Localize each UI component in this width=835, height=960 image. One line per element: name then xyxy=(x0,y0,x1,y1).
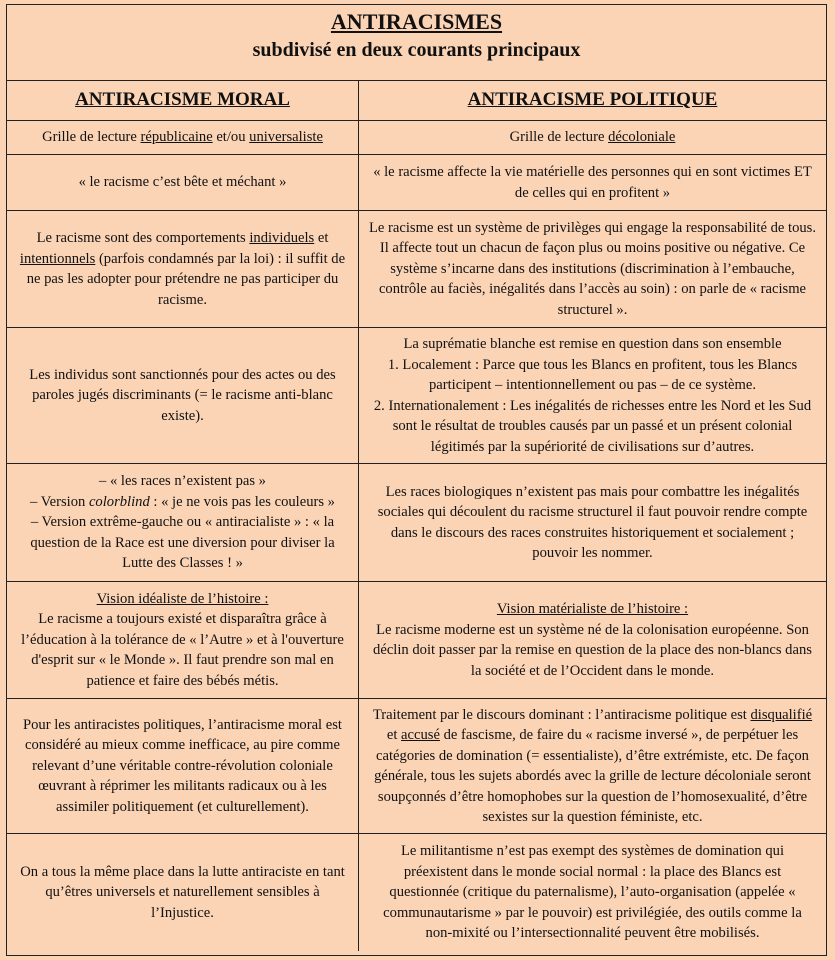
cell-moral: Grille de lecture républicaine et/ou universaliste xyxy=(7,121,359,154)
table-row xyxy=(7,328,826,464)
table-row xyxy=(7,155,826,211)
cell-moral: – « les races n’existent pas » – Version colorblind : « je ne vois pas les couleurs » – Version extrême-gauche ou « antiracialiste » : « la question de la Race est une diversion pour diviser la Lutte des Classes ! » xyxy=(7,464,359,581)
column-header-politique: ANTIRACISME POLITIQUE xyxy=(467,89,718,111)
section-heading: Vision matérialiste de l’histoire : xyxy=(496,601,689,617)
cell-moral: On a tous la même place dans la lutte antiraciste en tant qu’êtres universels et naturellement sensibles à l’Injustice. xyxy=(7,834,359,951)
cell-politique: Grille de lecture décoloniale xyxy=(509,129,676,146)
table-row xyxy=(7,699,826,834)
table-row xyxy=(7,121,826,155)
section-heading: Vision idéaliste de l’histoire : xyxy=(96,590,269,607)
cell-politique: La suprématie blanche est remise en question dans son ensemble 1. Localement : Parce que tous les Blancs en profitent, tous les Blancs participent – intentionnellement ou pas – de ce système. 2. Internationalement : Les inégalités de richesses entre les Nord et les Sud sont le résultat de troubles causés par un passé et un présent colonial légitimés par la supériorité de civilisations sur d’autres. xyxy=(373,336,812,455)
cell-politique: Traitement par le discours dominant : l’antiracisme politique est disqualifié et accusé de fascisme, de faire du « racisme inversé », de perpétuer les catégories de domination (= essentialiste), d’être extrémiste, etc. De façon générale, tous les sujets abordés avec la grille de lecture décoloniale seront soupçonnés d’être homophobes sur la question de l’homosexualité, d’être sexistes sur la question féministe, etc. xyxy=(372,706,813,825)
page-title: ANTIRACISMES xyxy=(330,9,503,34)
cell-moral: Les individus sont sanctionnés pour des actes ou des paroles jugés discriminants (= le racisme anti-blanc existe). xyxy=(7,328,359,463)
cell-moral: Vision idéaliste de l’histoire : Le racisme a toujours existé et disparaîtra grâce à l’éducation à la tolérance de « l’Autre » et à l'ouverture d'esprit sur « le Monde ». Il faut prendre son mal en patience et faire des bébés métis. xyxy=(7,582,359,698)
column-header-moral: ANTIRACISME MORAL xyxy=(7,81,359,120)
cell-politique: Les races biologiques n’existent pas mais pour combattre les inégalités sociales qui découlent du racisme structurel il faut pouvoir rendre compte dans le discours des races construites historiquement et socialement ; pouvoir les nommer. xyxy=(377,483,808,561)
cell-moral: Le racisme sont des comportements individuels et intentionnels (parfois condamnés par la loi) : il suffit de ne pas les adopter pour prétendre ne pas participer du racisme. xyxy=(7,211,359,327)
comparison-table xyxy=(6,4,827,956)
cell-politique: « le racisme affecte la vie matérielle des personnes qui en sont victimes ET de celles qui en profitent » xyxy=(373,164,812,201)
table-row xyxy=(7,464,826,582)
cell-moral: « le racisme c’est bête et méchant » xyxy=(7,155,359,210)
page-subtitle: subdivisé en deux courants principaux xyxy=(252,39,581,61)
cell-politique: Le racisme est un système de privilèges qui engage la responsabilité de tous. Il affecte tout un chacun de façon plus ou moins positive ou négative. Ce système s’incarne dans des institutions (discrimination à l’embauche, contrôle au faciès, inégalités dans l’accès au soin) : on parle de « racisme structurel ». xyxy=(369,219,817,318)
table-row xyxy=(7,211,826,328)
cell-moral: Pour les antiracistes politiques, l’antiracisme moral est considéré au mieux comme inefficace, au pire comme relevant d’une véritable contre-révolution coloniale œuvrant à réprimer les militants radicaux ou à les assimiler politiquement (et culturellement). xyxy=(7,699,359,833)
column-header-row xyxy=(7,81,826,121)
cell-politique: Vision matérialiste de l’histoire : Le racisme moderne est un système né de la colonisation européenne. Son déclin doit passer par la remise en question de la place des non-blancs dans la société et de l’Occident dans le monde. xyxy=(359,582,826,698)
table-header xyxy=(7,5,826,81)
table-row xyxy=(7,834,826,951)
table-row xyxy=(7,582,826,699)
cell-politique: Le militantisme n’est pas exempt des systèmes de domination qui préexistent dans le monde social normal : la place des Blancs est questionnée (critique du paternalisme), l’auto-organisation (appelée « communautarisme » par le pouvoir) est privilégiée, des outils comme la non-mixité ou l’intersectionnalité peuvent être mobilisés. xyxy=(383,843,802,942)
